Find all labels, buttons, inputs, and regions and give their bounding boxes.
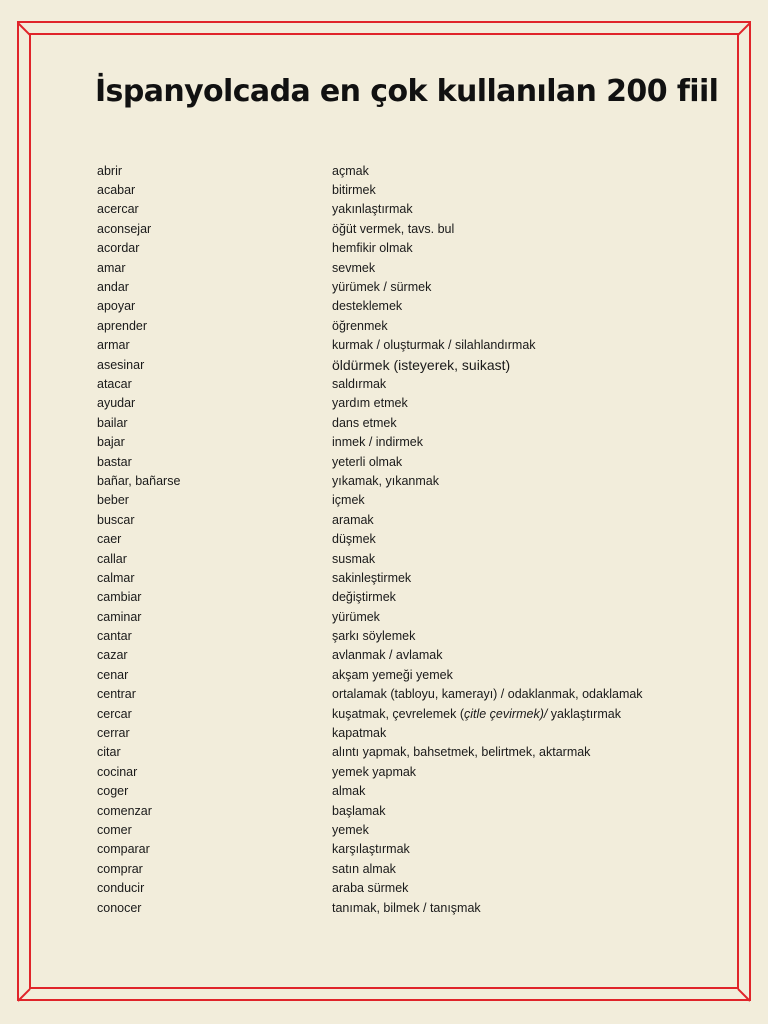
turkish-translation: avlanmak / avlamak [332,648,443,663]
verb-row [97,801,697,820]
spanish-verb: centrar [97,687,136,702]
turkish-translation: sakinleştirmek [332,570,412,585]
turkish-translation: tanımak, bilmek / tanışmak [332,900,481,915]
spanish-verb: cazar [97,648,128,663]
spanish-verb: acercar [97,202,139,217]
turkish-translation: inmek / indirmek [332,435,423,450]
verb-row [97,704,697,723]
turkish-translation: yakınlaştırmak [332,202,413,217]
translation-part: yaklaştırmak [547,706,621,721]
spanish-verb: armar [97,338,130,353]
verb-row [97,607,697,626]
spanish-verb: conducir [97,881,145,896]
verb-row [97,859,697,878]
turkish-translation: öldürmek (isteyerek, suikast) [332,356,511,373]
spanish-verb: conocer [97,900,142,915]
verb-row [97,219,697,238]
spanish-verb: acabar [97,183,136,198]
verb-row [97,840,697,859]
spanish-verb: ayudar [97,396,136,411]
spanish-verb: cocinar [97,764,138,779]
turkish-translation: öğrenmek [332,318,388,333]
spanish-verb: citar [97,745,121,760]
turkish-translation: kurmak / oluşturmak / silahlandırmak [332,338,536,353]
turkish-translation: araba sürmek [332,881,409,896]
spanish-verb: asesinar [97,357,145,372]
turkish-translation: aramak [332,512,374,527]
verb-row [97,161,697,180]
verb-row [97,665,697,684]
spanish-verb: buscar [97,512,135,527]
turkish-translation: yürümek / sürmek [332,280,432,295]
spanish-verb: acordar [97,241,140,256]
spanish-verb: aconsejar [97,221,152,236]
turkish-translation: içmek [332,493,365,508]
turkish-translation: yıkamak, yıkanmak [332,473,439,488]
spanish-verb: coger [97,784,129,799]
spanish-verb: callar [97,551,127,566]
turkish-translation: susmak [332,551,376,566]
spanish-verb: apoyar [97,299,136,314]
verb-row [97,491,697,510]
turkish-translation: karşılaştırmak [332,842,410,857]
translation-italic-part: çitle çevirmek)/ [463,706,548,721]
verb-row [97,878,697,897]
verb-row [97,394,697,413]
turkish-translation: değiştirmek [332,590,396,605]
spanish-verb: amar [97,260,126,275]
translation-part: kuşatmak, çevrelemek ( [332,706,464,721]
spanish-verb: cantar [97,629,132,644]
spanish-verb: comparar [97,842,150,857]
verb-row [97,762,697,781]
verb-row [97,471,697,490]
verb-row [97,782,697,801]
verb-row [97,297,697,316]
verb-row [97,239,697,258]
turkish-translation [332,707,697,721]
turkish-translation: yürümek [332,609,380,624]
spanish-verb: bastar [97,454,132,469]
verb-row [97,588,697,607]
verb-list [97,161,697,917]
turkish-translation: akşam yemeği yemek [332,667,453,682]
turkish-translation: yemek [332,822,369,837]
turkish-translation: saldırmak [332,376,387,391]
verb-row [97,529,697,548]
turkish-translation: bitirmek [332,183,376,198]
turkish-translation: desteklemek [332,299,403,314]
turkish-translation: öğüt vermek, tavs. bul [332,221,455,236]
verb-row [97,258,697,277]
spanish-verb: comenzar [97,803,152,818]
spanish-verb: caer [97,532,122,547]
turkish-translation: hemfikir olmak [332,241,413,256]
verb-row [97,200,697,219]
verb-row [97,743,697,762]
spanish-verb: comprar [97,861,143,876]
turkish-translation: almak [332,784,366,799]
turkish-translation: yeterli olmak [332,454,403,469]
spanish-verb: caminar [97,609,142,624]
verb-row [97,180,697,199]
verb-row [97,413,697,432]
spanish-verb: comer [97,822,132,837]
spanish-verb: abrir [97,163,123,178]
verb-row [97,723,697,742]
spanish-verb: cercar [97,706,132,721]
spanish-verb: bajar [97,435,125,450]
verb-row [97,374,697,393]
spanish-verb: bailar [97,415,128,430]
verb-row [97,452,697,471]
turkish-translation: yardım etmek [332,396,408,411]
turkish-translation: ortalamak (tabloyu, kamerayı) / odaklanmak, odaklamak [332,687,643,702]
turkish-translation: satın almak [332,861,396,876]
verb-row [97,510,697,529]
turkish-translation: başlamak [332,803,386,818]
verb-row [97,685,697,704]
spanish-verb: cerrar [97,726,130,741]
turkish-translation: sevmek [332,260,376,275]
verb-row [97,432,697,451]
spanish-verb: calmar [97,570,135,585]
spanish-verb: cenar [97,667,129,682]
turkish-translation: düşmek [332,532,376,547]
turkish-translation: açmak [332,163,369,178]
spanish-verb: beber [97,493,129,508]
verb-row [97,336,697,355]
verb-row [97,626,697,645]
verb-row [97,549,697,568]
turkish-translation: kapatmak [332,726,387,741]
verb-row [97,646,697,665]
verb-row [97,316,697,335]
spanish-verb: andar [97,280,129,295]
turkish-translation: alıntı yapmak, bahsetmek, belirtmek, aktarmak [332,745,591,760]
turkish-translation: dans etmek [332,415,397,430]
page-title: İspanyolcada en çok kullanılan 200 fiil [95,74,719,109]
verb-row [97,355,697,374]
spanish-verb: bañar, bañarse [97,473,181,488]
spanish-verb: cambiar [97,590,142,605]
verb-row [97,277,697,296]
turkish-translation: şarkı söylemek [332,629,416,644]
spanish-verb: aprender [97,318,148,333]
verb-row [97,568,697,587]
spanish-verb: atacar [97,376,132,391]
turkish-translation: yemek yapmak [332,764,417,779]
verb-row [97,820,697,839]
verb-row [97,898,697,917]
